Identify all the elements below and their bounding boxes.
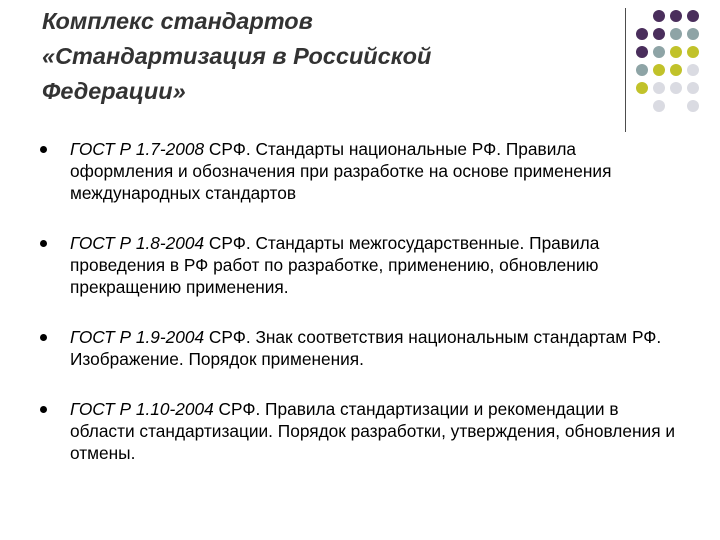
standard-description: СРФ. Знак соответствия национальным стандартам РФ. Изображение. Порядок применения. [70, 327, 662, 369]
title-line-1: Комплекс стандартов [42, 8, 313, 34]
list-item [40, 138, 680, 204]
decorative-dot [687, 28, 699, 40]
decorative-dot [687, 64, 699, 76]
standard-description: СРФ. Стандарты межгосударственные. Правила проведения в РФ работ по разработке, применению, обновлению прекращению применения. [70, 233, 600, 297]
decorative-dot [687, 10, 699, 22]
decorative-dot [687, 82, 699, 94]
decorative-dot [636, 64, 648, 76]
decorative-dot [636, 82, 648, 94]
decorative-dot [653, 46, 665, 58]
decorative-dot [687, 100, 699, 112]
decorative-dot [670, 64, 682, 76]
list-item [40, 232, 680, 298]
decorative-dot [670, 100, 682, 112]
divider-line [625, 8, 626, 132]
standard-code: ГОСТ Р 1.10-2004 [70, 399, 214, 419]
bullet-icon [40, 334, 47, 341]
bullet-icon [40, 406, 47, 413]
decorative-dot [636, 46, 648, 58]
decorative-dot [670, 82, 682, 94]
decorative-dot-grid [636, 10, 699, 112]
decorative-dot [670, 10, 682, 22]
standards-list [40, 138, 680, 492]
decorative-dot [670, 28, 682, 40]
standard-code: ГОСТ Р 1.8-2004 [70, 233, 205, 253]
decorative-dot [653, 64, 665, 76]
decorative-dot [653, 10, 665, 22]
standard-code: ГОСТ Р 1.7-2008 [70, 139, 205, 159]
decorative-dot [636, 100, 648, 112]
bullet-icon [40, 240, 47, 247]
decorative-dot [653, 28, 665, 40]
decorative-dot [636, 28, 648, 40]
decorative-dot [687, 46, 699, 58]
standard-description: СРФ. Правила стандартизации и рекомендации в области стандартизации. Порядок разработки, утверждения, обновления и отмены. [70, 399, 676, 463]
title-line-3: Федерации» [42, 78, 186, 104]
list-item [40, 398, 680, 464]
standard-code: ГОСТ Р 1.9-2004 [70, 327, 205, 347]
decorative-dot [670, 46, 682, 58]
standard-description: СРФ. Стандарты национальные РФ. Правила оформления и обозначения при разработке на основе применения международных стандартов [70, 139, 612, 203]
decorative-dot [636, 10, 648, 22]
decorative-dot [653, 100, 665, 112]
decorative-dot [653, 82, 665, 94]
slide-title [42, 4, 602, 109]
list-item [40, 326, 680, 370]
title-line-2: «Стандартизация в Российской [42, 43, 432, 69]
bullet-icon [40, 146, 47, 153]
